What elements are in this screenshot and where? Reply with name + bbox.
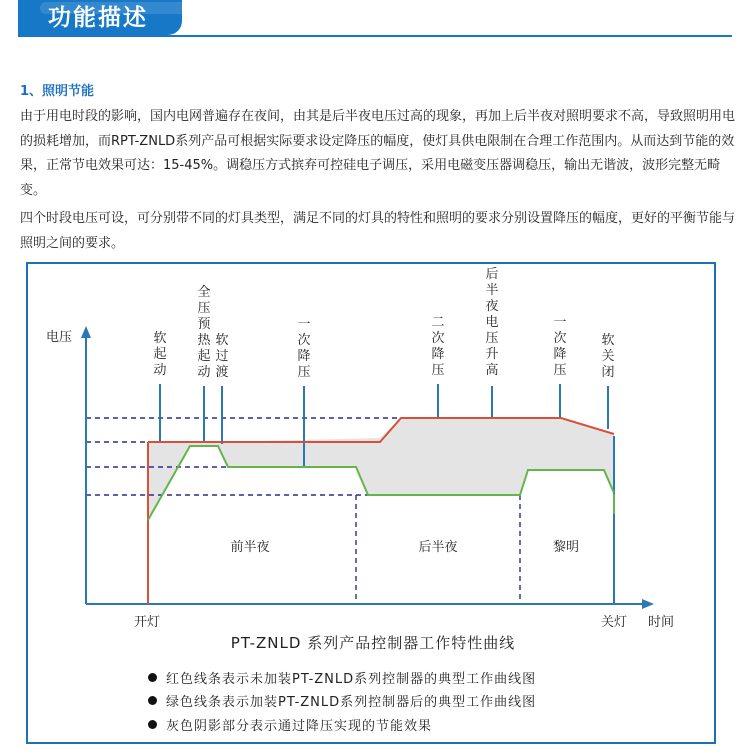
bullet-icon <box>148 720 157 729</box>
paragraph-1: 由于用电时段的影响，国内电网普遍存在夜间，由其是后半夜电压过高的现象，再加上后半夜对照明要求不高，导致照明用电的损耗增加，而RPT-ZNLD系列产品可根据实际要求设定降压的幅度，使灯具供电限制在合理工作范围内。从而达到节能的效果，正常节电效果可达：15-45%。调稳压方式摈弃可控硅电子调压，采用电磁变压器调稳压，输出无谐波，波形完整无畸变。 <box>20 109 736 198</box>
section-header <box>0 0 750 40</box>
figure-caption: PT-ZNLD 系列产品控制器工作特性曲线 <box>230 634 516 652</box>
event-label: 软起动 <box>153 331 167 378</box>
event-label: 软关闭 <box>601 333 615 380</box>
event-label: 软过渡 <box>215 333 229 380</box>
legend-item-green: 绿色线条表示加装PT-ZNLD系列控制器后的典型工作曲线图 <box>148 691 536 710</box>
header-underline <box>18 35 732 37</box>
header-title: 功能描述 <box>48 5 148 31</box>
bullet-icon <box>148 673 157 682</box>
event-label: 二次降压 <box>431 315 445 378</box>
bullet-icon <box>148 696 157 705</box>
start-label: 开灯 <box>134 615 161 630</box>
x-axis-label: 时间 <box>648 615 675 630</box>
period-second-half: 后半夜 <box>418 540 458 555</box>
y-axis-label: 电压 <box>46 330 73 345</box>
paragraph-2: 四个时段电压可设，可分别带不同的灯具类型，满足不同的灯具的特性和照明的要求分别设置降压的幅度，更好的平衡节能与照明之间的要求。 <box>20 211 736 251</box>
period-first-half: 前半夜 <box>230 540 270 555</box>
event-label: 一次降压 <box>553 315 567 378</box>
event-labels <box>153 267 614 380</box>
section-heading: 1、照明节能 <box>20 84 95 99</box>
event-label: 后半夜电压升高 <box>485 267 499 378</box>
y-axis-arrow <box>81 326 91 338</box>
end-label: 关灯 <box>601 615 628 630</box>
x-axis-arrow <box>642 599 654 609</box>
event-label: 全压预热起动 <box>197 285 211 380</box>
period-dawn: 黎明 <box>552 540 580 555</box>
event-label: 一次降压 <box>297 317 311 380</box>
legend-item-red: 红色线条表示未加装PT-ZNLD系列控制器的典型工作曲线图 <box>148 668 536 687</box>
legend-item-gray: 灰色阴影部分表示通过降压实现的节能效果 <box>148 715 432 734</box>
characteristic-curve-figure <box>26 262 716 744</box>
